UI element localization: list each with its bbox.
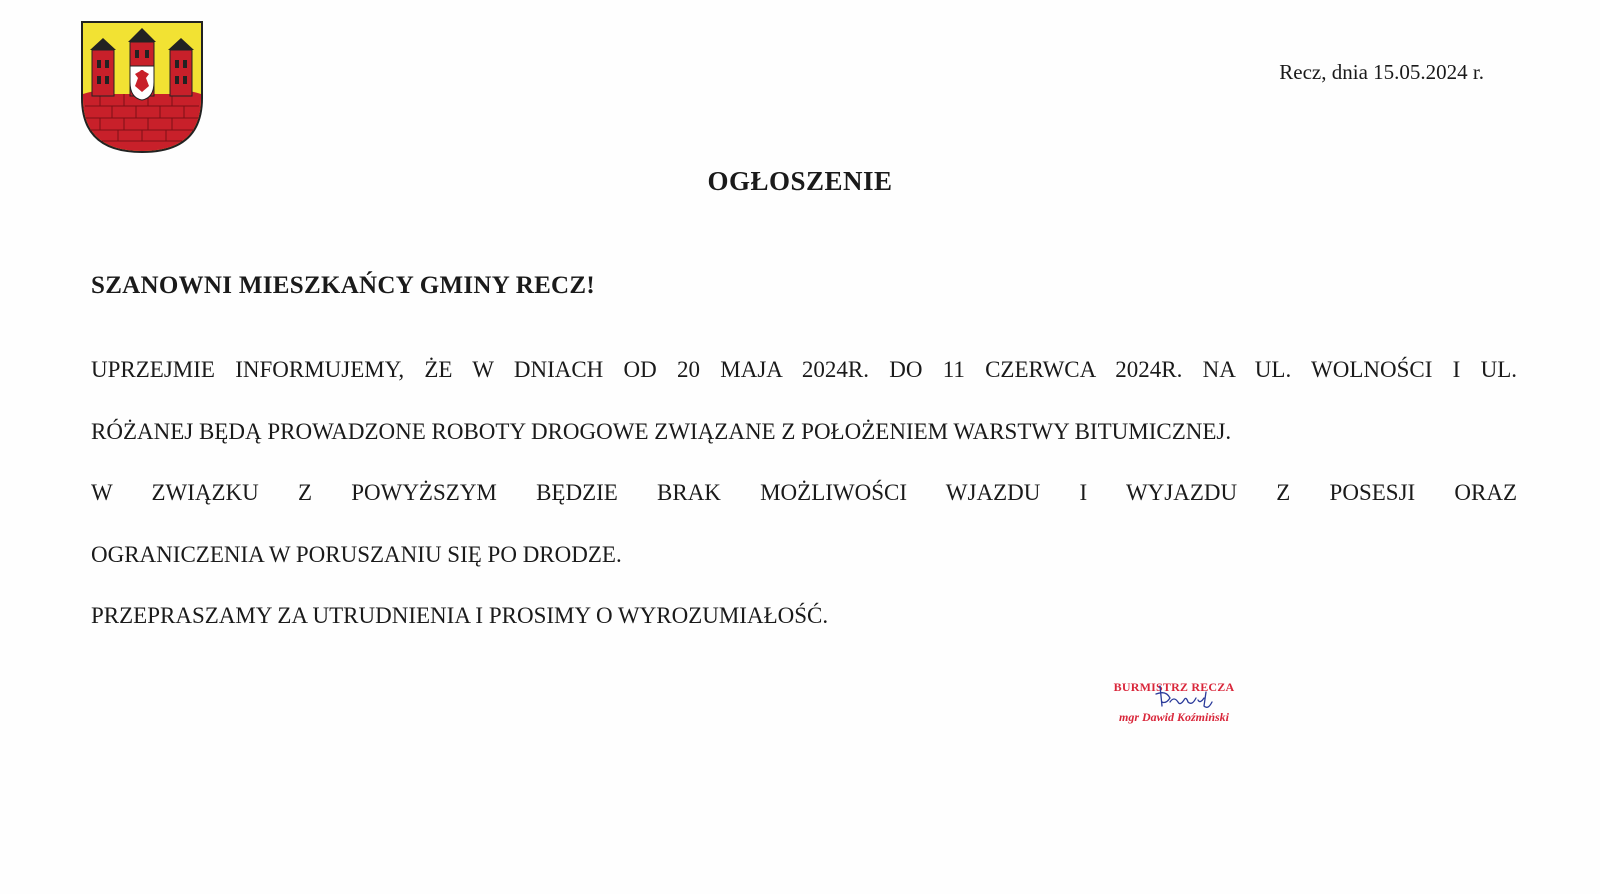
body-line: UPRZEJMIE INFORMUJEMY, ŻE W DNIACH OD 20 MAJA 2024R. DO 11 CZERWCA 2024R. NA UL. WOLNOŚCI I UL. — [91, 357, 1517, 382]
body-line: RÓŻANEJ BĘDĄ PROWADZONE ROBOTY DROGOWE ZWIĄZANE Z POŁOŻENIEM WARSTWY BITUMICZNEJ. — [91, 418, 1232, 444]
mayor-stamp — [1100, 680, 1248, 728]
salutation: SZANOWNI MIESZKAŃCY GMINY RECZ! — [91, 272, 596, 299]
stamp-name: mgr Dawid Koźmiński — [1118, 710, 1230, 724]
announcement-body — [91, 352, 1517, 660]
handwritten-signature-icon — [1126, 684, 1226, 720]
body-line: OGRANICZENIA W PORUSZANIU SIĘ PO DRODZE. — [91, 541, 622, 567]
stamp-role: BURMISTRZ RECZA — [1113, 680, 1235, 694]
coat-of-arms-icon — [80, 20, 204, 154]
body-line: PRZEPRASZAMY ZA UTRUDNIENIA I PROSIMY O WYROZUMIAŁOŚĆ. — [91, 603, 829, 628]
document-title: OGŁOSZENIE — [707, 166, 893, 196]
body-line: W ZWIĄZKU Z POWYŻSZYM BĘDZIE BRAK MOŻLIWOŚCI WJAZDU I WYJAZDU Z POSESJI ORAZ — [91, 480, 1517, 505]
document-date: Recz, dnia 15.05.2024 r. — [1279, 60, 1484, 84]
